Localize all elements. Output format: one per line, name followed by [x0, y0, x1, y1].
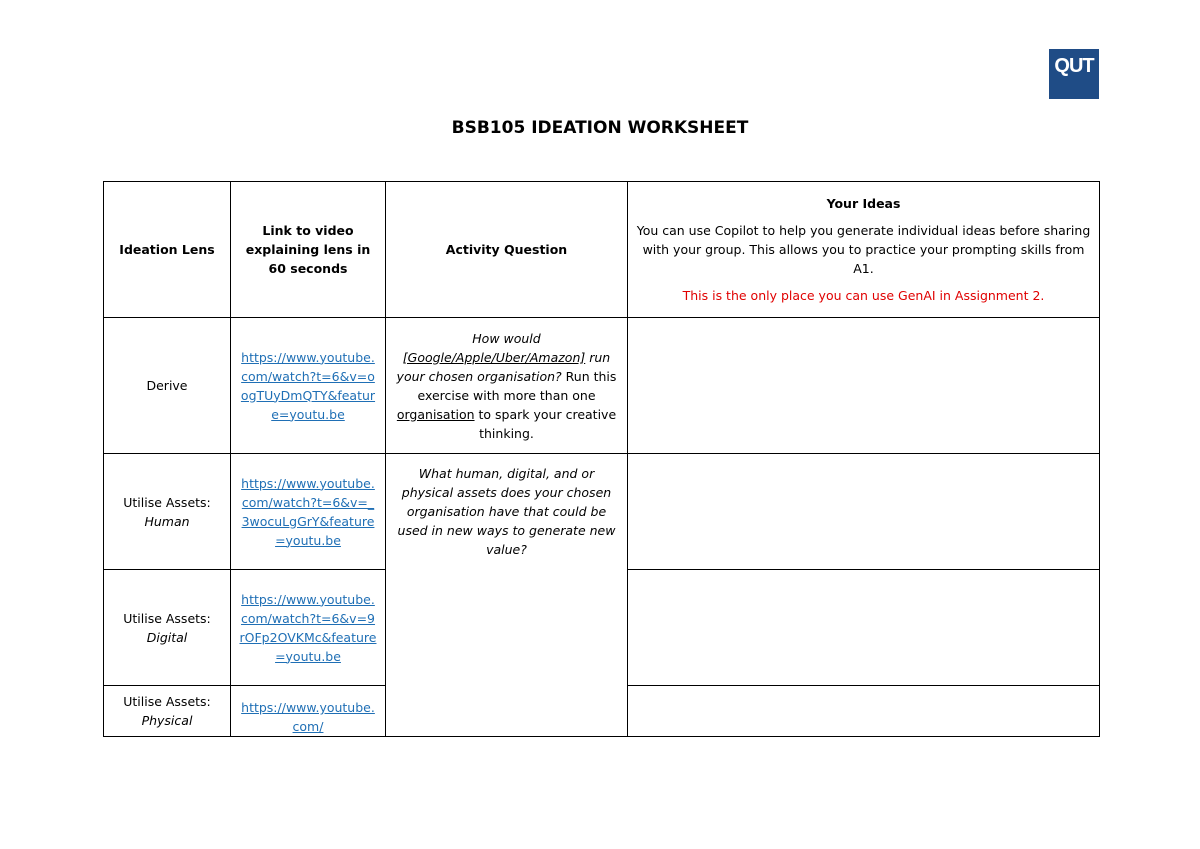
lens-cell [104, 454, 231, 570]
question-companies: [Google/Apple/Uber/Amazon] [402, 349, 586, 365]
question-instruction: Run this exercise with more than one [417, 368, 617, 403]
header-video-link: Link to video explaining lens in 60 seconds [231, 182, 386, 318]
lens-sublabel: Human [144, 513, 190, 529]
question-cell-assets: What human, digital, and or physical assets does your chosen organisation have that could be used in new ways to generate new value? [386, 454, 628, 737]
video-link-physical[interactable]: https://www.youtube.com/ [241, 700, 375, 734]
question-organisation: organisation [396, 406, 475, 422]
lens-label: Utilise Assets: [123, 494, 211, 510]
lens-label: Utilise Assets: [123, 694, 211, 709]
lens-label: Utilise Assets: [123, 610, 211, 626]
ideation-table [103, 181, 1100, 737]
lens-sublabel: Digital [146, 629, 188, 645]
lens-cell [104, 570, 231, 686]
ideas-cell-derive[interactable] [628, 318, 1100, 454]
genai-warning: This is the only place you can use GenAI in Assignment 2. [682, 288, 1045, 303]
lens-label: Derive [146, 378, 188, 393]
logo-text: QUT [1054, 55, 1094, 77]
page-title: BSB105 IDEATION WORKSHEET [451, 118, 749, 138]
question-cell-derive [386, 318, 628, 454]
question-pre: How would [472, 330, 541, 346]
table-header-row [104, 182, 1100, 318]
video-link-derive[interactable]: https://www.youtube.com/watch?t=6&v=oogTUyDmQTY&feature=youtu.be [240, 349, 376, 422]
link-cell [231, 686, 386, 737]
lens-sublabel: Physical [141, 713, 193, 728]
header-activity-question: Activity Question [386, 182, 628, 318]
ideas-cell-physical[interactable] [628, 686, 1100, 737]
link-cell [231, 570, 386, 686]
ideas-cell-human[interactable] [628, 454, 1100, 570]
lens-cell [104, 318, 231, 454]
question-instruction-end: to spark your creative thinking. [474, 406, 617, 441]
ideas-cell-digital[interactable] [628, 570, 1100, 686]
video-link-human[interactable]: https://www.youtube.com/watch?t=6&v=_3wocuLgGrY&feature=youtu.be [241, 475, 375, 548]
qut-logo [1049, 49, 1099, 99]
table-row-derive [104, 318, 1100, 454]
your-ideas-instructions: You can use Copilot to help you generate individual ideas before sharing with your group. This allows you to practice your prompting skills from A1. [636, 223, 1091, 276]
link-cell [231, 318, 386, 454]
question-mid: run your chosen organisation? [396, 349, 611, 384]
table-row-human [104, 454, 1100, 570]
video-link-digital[interactable]: https://www.youtube.com/watch?t=6&v=9rOFp2OVKMc&feature=youtu.be [239, 591, 377, 664]
lens-cell [104, 686, 231, 737]
header-your-ideas [628, 182, 1100, 318]
header-ideation-lens: Ideation Lens [104, 182, 231, 318]
link-cell [231, 454, 386, 570]
your-ideas-title: Your Ideas [826, 196, 901, 211]
